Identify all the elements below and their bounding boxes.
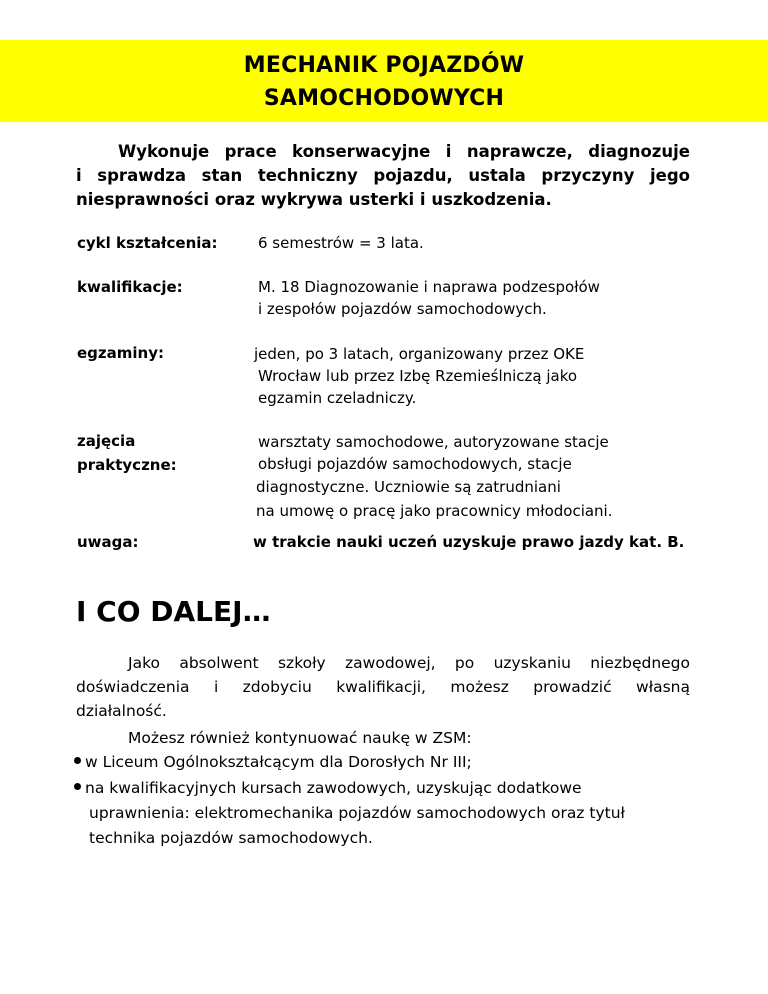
bullet-icon: [74, 757, 81, 764]
intro-line: niesprawności oraz wykrywa usterki i uszkodzenia.: [76, 190, 552, 209]
title-banner: [0, 40, 768, 122]
exams-value-line: Wrocław lub przez Izbę Rzemieślniczą jako: [258, 367, 578, 385]
cycle-value: 6 semestrów = 3 lata.: [258, 234, 424, 252]
bullet-text: w Liceum Ogólnokształcącym dla Dorosłych Nr III;: [85, 753, 472, 771]
page-title-line-2: SAMOCHODOWYCH: [263, 86, 505, 111]
qualifications-value-line: M. 18 Diagnozowanie i naprawa podzespołów: [258, 278, 600, 296]
bullet-item: [74, 776, 582, 800]
practice-label-line: praktyczne:: [77, 456, 177, 474]
page-title-line-1: MECHANIK POJAZDÓW: [243, 53, 525, 78]
exams-label: egzaminy:: [77, 344, 164, 362]
practice-value-line: na umowę o pracę jako pracownicy młodociani.: [256, 502, 613, 520]
continue-paragraph: Możesz również kontynuować naukę w ZSM:: [128, 729, 472, 747]
graduate-paragraph-line: działalność.: [76, 702, 167, 720]
note-value: w trakcie nauki uczeń uzyskuje prawo jazdy kat. B.: [253, 533, 685, 551]
practice-value-line: warsztaty samochodowe, autoryzowane stacje: [258, 433, 609, 451]
exams-value-line: jeden, po 3 latach, organizowany przez OKE: [254, 345, 585, 363]
practice-label-line: zajęcia: [77, 432, 136, 450]
bullet-text: na kwalifikacyjnych kursach zawodowych, uzyskując dodatkowe: [85, 779, 582, 797]
bullet-continuation: technika pojazdów samochodowych.: [89, 829, 373, 847]
graduate-paragraph-line: Jako absolwent szkoły zawodowej, po uzyskaniu niezbędnego: [128, 654, 690, 672]
intro-paragraph: [76, 140, 690, 212]
bullet-icon: [74, 783, 81, 790]
intro-line: Wykonuje prace konserwacyjne i naprawcze, diagnozuje: [118, 142, 690, 161]
qualifications-label: kwalifikacje:: [77, 278, 183, 296]
note-label: uwaga:: [77, 533, 139, 551]
bullet-continuation: uprawnienia: elektromechanika pojazdów samochodowych oraz tytuł: [89, 804, 625, 822]
exams-value-line: egzamin czeladniczy.: [258, 389, 417, 407]
practice-value-line: diagnostyczne. Uczniowie są zatrudniani: [256, 478, 561, 496]
intro-line: i sprawdza stan techniczny pojazdu, ustala przyczyny jego: [76, 166, 690, 185]
practice-value-line: obsługi pojazdów samochodowych, stacje: [258, 455, 572, 473]
qualifications-value-line: i zespołów pojazdów samochodowych.: [258, 300, 547, 318]
bullet-item: [74, 750, 472, 774]
section-heading: I CO DALEJ…: [76, 595, 271, 628]
cycle-label: cykl kształcenia:: [77, 234, 218, 252]
graduate-paragraph-line: doświadczenia i zdobyciu kwalifikacji, możesz prowadzić własną: [76, 678, 690, 696]
